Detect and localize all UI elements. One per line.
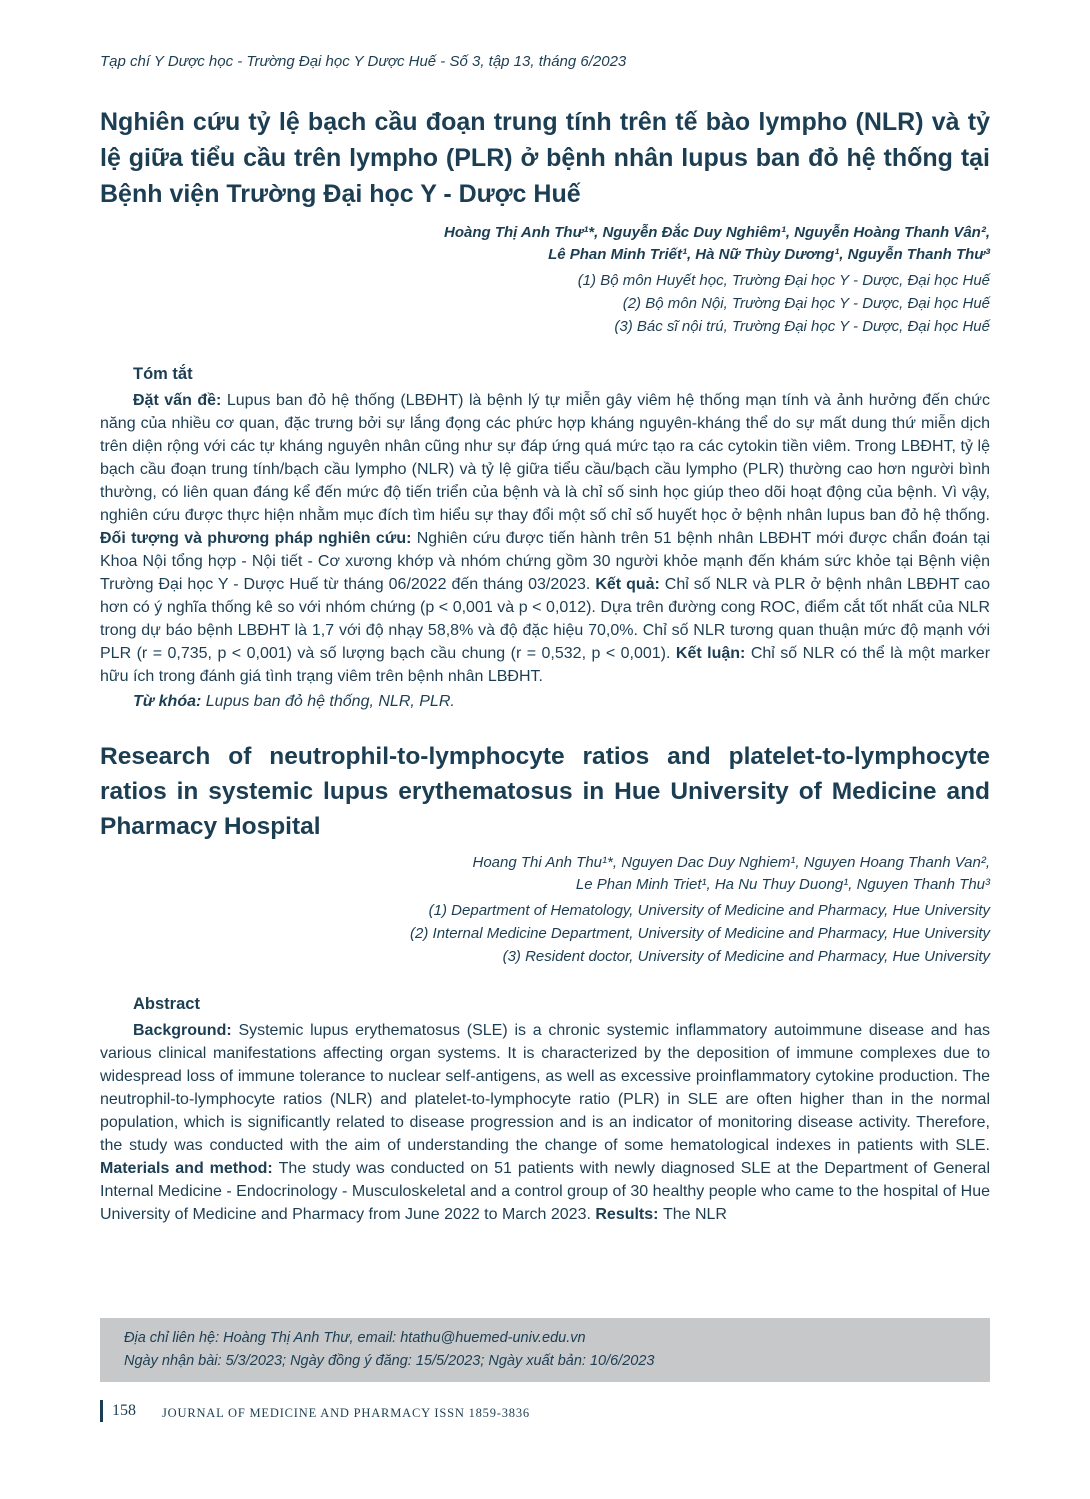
english-affiliations: [100, 899, 990, 968]
contact-address-line: Địa chỉ liên hệ: Hoàng Thị Anh Thư, email: htathu@huemed-univ.edu.vn: [124, 1330, 586, 1346]
article-title-vietnamese: Nghiên cứu tỷ lệ bạch cầu đoạn trung tính trên tế bào lympho (NLR) và tỷ lệ giữa tiểu cầu trên lympho (PLR) ở bệnh nhân lupus ban đỏ hệ thống tại Bệnh viện Trường Đại học Y - Dược Huế: [100, 108, 990, 208]
affiliation-line: (3) Resident doctor, University of Medicine and Pharmacy, Hue University: [502, 948, 990, 965]
abstract-paragraph-vietnamese: Đặt vấn đề: Lupus ban đỏ hệ thống (LBĐHT) là bệnh lý tự miễn gây viêm hệ thống mạn tính và ảnh hưởng đến chức năng của nhiều cơ quan, đặc trưng bởi sự lắng đọng các phức hợp kháng nguyên-kháng thể do sự mất dung thứ miễn dịch trên diện rộng với các tự kháng nguyên nhân cũng như sự đáp ứng quá mức tạo ra các cytokin tiền viêm. Trong LBĐHT, tỷ lệ bạch cầu đoạn trung tính/bạch cầu lympho (NLR) và tỷ lệ giữa tiểu cầu/bạch cầu lympho (PLR) thường cao hơn người bình thường, có liên quan đáng kể đến mức độ tiến triển của bệnh và là chỉ số sinh học giúp theo dõi hoạt động của bệnh. Vì vậy, nghiên cứu được thực hiện nhằm mục đích tìm hiểu sự thay đổi một số chỉ số huyết học ở bệnh nhân lupus ban đỏ hệ thống. Đối tượng và phương pháp nghiên cứu: Nghiên cứu được tiến hành trên 51 bệnh nhân LBĐHT mới được chẩn đoán tại Khoa Nội tổng hợp - Nội tiết - Cơ xương khớp và nhóm chứng gồm 30 người khỏe mạnh đến khám sức khỏe tại Bệnh viện Trường Đại học Y - Dược Huế từ tháng 06/2022 đến tháng 03/2023. Kết quả: Chỉ số NLR và PLR ở bệnh nhân LBĐHT cao hơn có ý nghĩa thống kê so với nhóm chứng (p < 0,001 và p < 0,012). Dựa trên đường cong ROC, điểm cắt tốt nhất của NLR trong dự báo bệnh LBĐHT là 1,7 với độ nhạy 58,8% và độ đặc hiệu 70,0%. Chỉ số NLR tương quan thuận mức độ mạnh với PLR (r = 0,735, p < 0,001) và số lượng bạch cầu chung (r = 0,532, p < 0,001). Kết luận: Chỉ số NLR có thể là một marker hữu ích trong đánh giá tình trạng viêm trên bệnh nhân LBĐHT.: [100, 392, 991, 685]
manuscript-dates-line: Ngày nhận bài: 5/3/2023; Ngày đồng ý đăng: 15/5/2023; Ngày xuất bản: 10/6/2023: [124, 1353, 655, 1369]
contact-info-box: [100, 1318, 990, 1382]
english-authors-block: [100, 852, 990, 968]
authors-line: Le Phan Minh Triet¹, Ha Nu Thuy Duong¹, Nguyen Thanh Thu³: [575, 876, 990, 893]
authors-line: Hoàng Thị Anh Thư¹*, Nguyễn Đắc Duy Nghiêm¹, Nguyễn Hoàng Thanh Vân²,: [444, 224, 990, 241]
authors-line: Hoang Thi Anh Thu¹*, Nguyen Dac Duy Nghiem¹, Nguyen Hoang Thanh Van²,: [472, 854, 990, 871]
abstract-paragraph-english: Background: Systemic lupus erythematosus (SLE) is a chronic systemic inflammatory autoimmune disease and has various clinical manifestations affecting organ systems. It is characterized by the deposition of immune complexes due to widespread loss of immune tolerance to nuclear self-antigens, as well as excessive proinflammatory cytokine production. The neutrophil-to-lymphocyte ratios (NLR) and platelet-to-lymphocyte ratio (PLR) in SLE are often higher than in the normal population, which is significantly related to disease progression and is an indicator of monitoring disease activity. Therefore, the study was conducted with the aim of understanding the change of some hematological indexes in patients with SLE. Materials and method: The study was conducted on 51 patients with newly diagnosed SLE at the Department of General Internal Medicine - Endocrinology - Musculoskeletal and a control group of 30 healthy people who came to the hospital of Hue University of Medicine and Pharmacy from June 2022 to March 2023. Results: The NLR: [100, 1022, 990, 1223]
affiliation-line: (2) Bộ môn Nội, Trường Đại học Y - Dược, Đại học Huế: [622, 295, 990, 312]
journal-issn-line: JOURNAL OF MEDICINE AND PHARMACY ISSN 1859-3836: [162, 1405, 530, 1420]
footer-divider-bar: [100, 1400, 103, 1422]
affiliation-line: (1) Bộ môn Huyết học, Trường Đại học Y - Dược, Đại học Huế: [577, 272, 990, 289]
page-number: 158: [112, 1402, 136, 1419]
affiliation-line: (3) Bác sĩ nội trú, Trường Đại học Y - Dược, Đại học Huế: [614, 318, 990, 335]
abstract-heading-vietnamese: Tóm tắt: [133, 365, 193, 383]
authors-line: Lê Phan Minh Triết¹, Hà Nữ Thùy Dương¹, Nguyễn Thanh Thư³: [548, 246, 990, 263]
journal-running-head: Tạp chí Y Dược học - Trường Đại học Y Dược Huế - Số 3, tập 13, tháng 6/2023: [100, 53, 627, 70]
affiliation-line: (1) Department of Hematology, University of Medicine and Pharmacy, Hue University: [428, 902, 990, 919]
vietnamese-affiliations: [100, 269, 990, 338]
vietnamese-authors-block: [100, 222, 990, 338]
affiliation-line: (2) Internal Medicine Department, University of Medicine and Pharmacy, Hue University: [410, 925, 990, 942]
abstract-heading-english: Abstract: [133, 995, 200, 1013]
article-title-english: Research of neutrophil-to-lymphocyte ratios and platelet-to-lymphocyte ratios in systemic lupus erythematosus in Hue University of Medicine and Pharmacy Hospital: [100, 743, 990, 840]
page-footer: [100, 1400, 530, 1422]
keywords-line: Từ khóa: Lupus ban đỏ hệ thống, NLR, PLR.: [133, 693, 455, 710]
